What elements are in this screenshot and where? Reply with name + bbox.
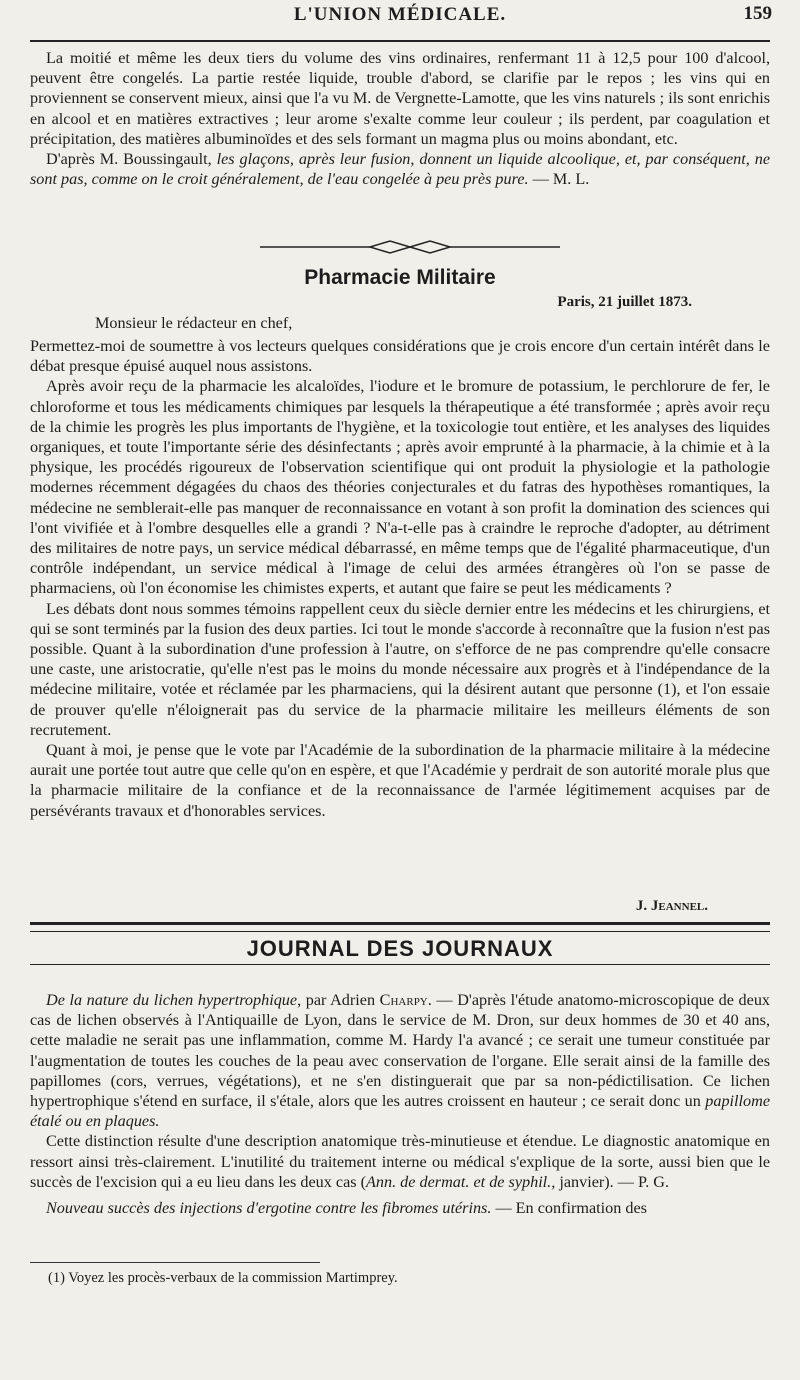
header-rule [30, 40, 770, 42]
letter-paragraph: Après avoir reçu de la pharmacie les alcaloïdes, l'iodure et le bromure de potassium, le perchlorure de fer, le chloroforme et tous les médicaments chimiques par lesquels la thérapeutique a été transformée ; après avoir reçu de la chimie les progrès les plus importants de l'hygiène, et la toxicologie tout entière, et les analyses des liquides organiques, et toute l'importante série des désinfectants ; après avoir emprunté à la pharmacie, à la chimie et à la physique, les procédés rigoureux de l'observation scientifique qui ont produit la physiologie et la pathologie modernes récemment dégagées du chaos des théories conjecturales et du fatras des hypothèses romantiques, la médecine ne semblerait-elle pas manquer de reconnaissance en votant à son profit la domination des sciences qui l'ont vivifiée et à l'ombre desquelles elle a grandi ? N'a-t-elle pas à craindre le reproche d'adopter, au détriment des militaires de notre pays, un service médical débarrassé, en même temps que de l'égalité pharmaceutique, d'un contrôle indépendant, un service médical à l'image de celui des armées étrangères où l'on se passe de pharmaciens, où l'on économise les chimistes experts, et autant que faire se peut les médicaments ? [30, 377, 770, 598]
article-reference: Ann. de dermat. et de syphil., [366, 1172, 556, 1191]
journal-article-continued [30, 1131, 770, 1192]
letter-paragraph: Permettez-moi de soumettre à vos lecteurs quelques considérations que je crois encore d'un certain intérêt dans le débat presque épuisé auquel nous assistons. [30, 337, 770, 376]
article-author: Charpy. [379, 991, 432, 1009]
journal-section-title: JOURNAL DES JOURNAUX [246, 936, 554, 961]
intro-lead: D'après M. Boussingault, [46, 150, 212, 169]
article-title: De la nature du lichen hypertrophique, [46, 991, 302, 1009]
journal-article-2 [30, 1198, 770, 1218]
article-by: par Adrien [305, 991, 376, 1009]
intro-italic: les glaçons, après leur fusion, donnent un liquide alcoolique, et, par conséquent, ne sont pas, comme on le croit généralement, de l'eau congelée à peu près pure. [30, 150, 771, 189]
section-title: Pharmacie Militaire [304, 266, 496, 289]
journal-divider [30, 964, 770, 967]
letter-paragraph: Quant à moi, je pense que le vote par l'Académie de la subordination de la pharmacie militaire à la médecine aurait une portée tout autre que celle qu'on en espère, et que l'Académie y perdrait de son autorité morale plus que la pharmacie militaire de la confiance et de la reconnaissance de l'armée légitimement acquises par de persévérants travaux et d'honorables services. [30, 741, 770, 820]
section-divider [30, 922, 770, 932]
article-text-2: Cette distinction résulte d'une description anatomique très-minutieuse et étendue. Le diagnostic anatomique en ressort ainsi très-clairement. L'inutilité du traitement interne ou médical s'explique de la sorte, aussi bien que le succès de l'excision qui a eu lieu dans les deux cas ( [30, 1132, 770, 1191]
article-title-2: Nouveau succès des injections d'ergotine contre les fibromes utérins. [46, 1199, 492, 1218]
page-header [0, 0, 800, 34]
intro-signature: — M. L. [532, 170, 590, 189]
page-number: 159 [743, 3, 772, 24]
footnote: (1) Voyez les procès-verbaux de la commission Martimprey. [48, 1270, 398, 1286]
article-text-3: — En confirmation des [495, 1199, 647, 1218]
journal-running-title: L'UNION MÉDICALE. [293, 4, 507, 25]
signature: J. Jeannel. [635, 898, 708, 914]
journal-article [30, 990, 770, 1131]
article-italic-end: papillome étalé ou en plaques. [30, 1092, 771, 1131]
journal-block [30, 990, 770, 1218]
footnote-rule [30, 1262, 320, 1263]
salutation: Monsieur le rédacteur en chef, [95, 314, 293, 332]
intro-paragraph-2 [30, 149, 770, 189]
letter-body [30, 336, 770, 821]
article-end: janvier). — P. G. [559, 1172, 670, 1191]
intro-paragraph: La moitié et même les deux tiers du volume des vins ordinaires, renfermant 11 à 12,5 pour 100 d'alcool, peuvent être congelés. La partie restée liquide, trouble d'abord, se clarifie par le repos ; les vins qui en proviennent se conservent mieux, ainsi que l'a vu M. de Vergnette-Lamotte, que les vins naturels ; ils sont enrichis en alcool et en matières extractives ; leur arome s'exalte comme leur couleur ; ils perdent, par coagulation et précipitation, des matières albuminoïdes et des sels formant un magma plus ou moins abondant, etc. [30, 49, 770, 148]
letter-paragraph: Les débats dont nous sommes témoins rappellent ceux du siècle dernier entre les médecins et les chirurgiens, et qui se sont terminés par la fusion des deux parties. Ici tout le monde s'accorde à reconnaître que la fusion n'est pas possible. Quant à la subordination d'une profession à l'autre, on s'efforce de ne pas comprendre qu'elle consacre une caste, une aristocratie, qu'elle n'est pas le moins du monde nécessaire aux progrès et à l'indépendance de la médecine militaire, votée et réclamée par les pharmaciens, qui la désirent autant que personne (1), et l'on essaie de prouver qu'elle n'éloignerait pas du service de la pharmacie militaire les meilleurs éléments de son recrutement. [30, 599, 770, 739]
dateline: Paris, 21 juillet 1873. [557, 294, 692, 310]
article-text: — D'après l'étude anatomo-microscopique de deux cas de lichen observés à l'Antiquaille de Lyon, dans le service de M. Dron, sur deux hommes de 30 et 40 ans, cette maladie ne serait pas une inflammation, comme M. Hardy l'a avancé ; ce serait une tumeur constituée par l'augmentation de toutes les couches de la peau avec conservation de l'organe. Elle serait ainsi de la famille des papillomes (cors, verrues, végétations), et ne s'en distinguerait que par sa non-pédictilisation. Ce lichen hypertrophique s'étend en surface, il s'étale, alors que les autres croissent en hauteur ; ce serait donc un [30, 991, 771, 1111]
intro-block [30, 48, 770, 189]
ornament-divider-icon [260, 240, 560, 254]
